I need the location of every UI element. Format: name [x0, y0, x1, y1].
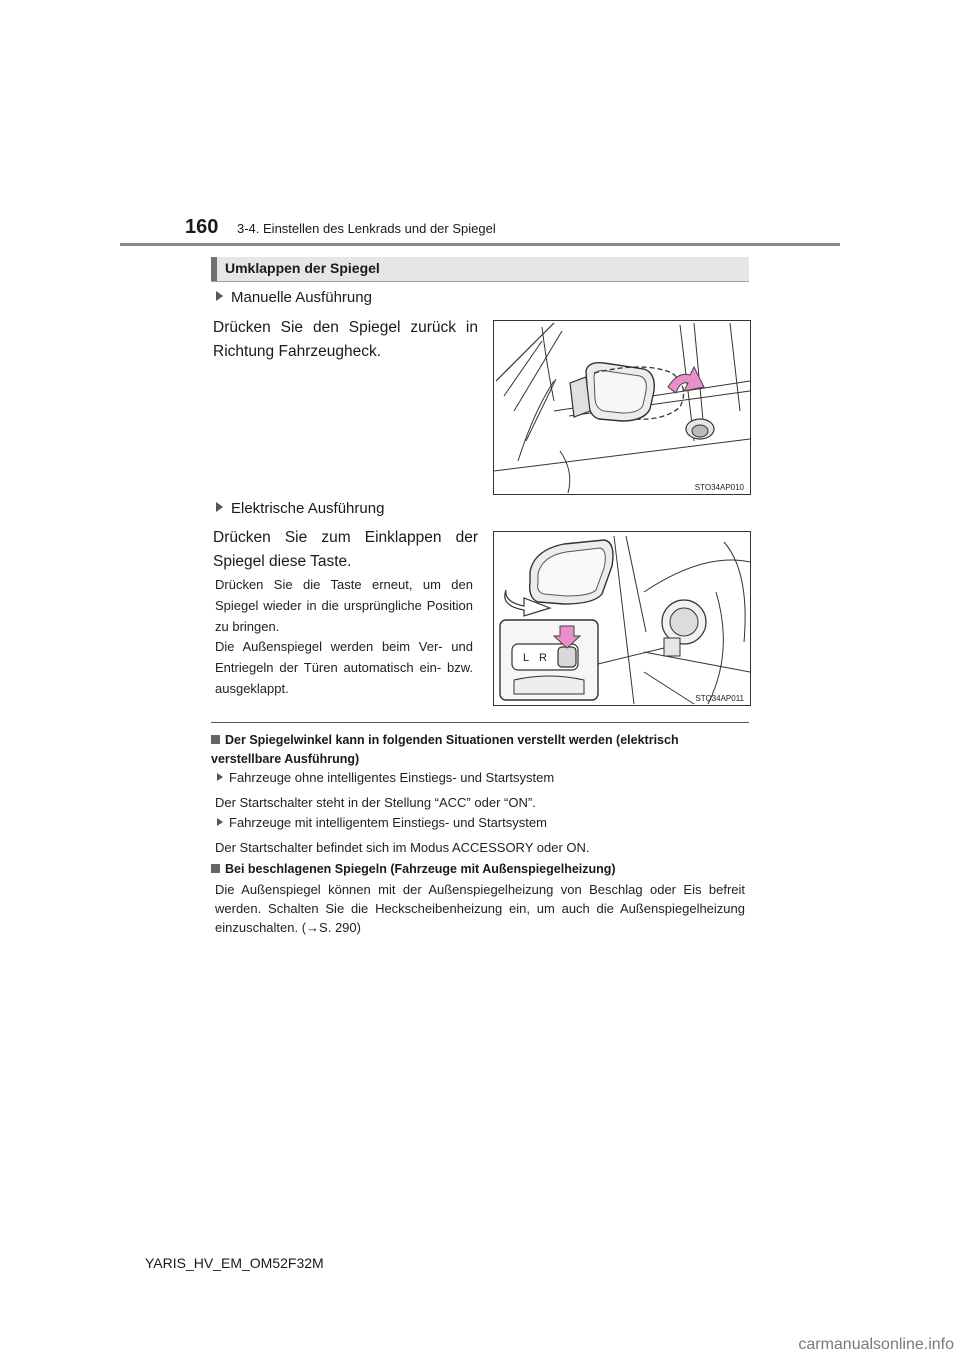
info-heater-text: Die Außenspiegel können mit der Außenspiegelheizung von Beschlag oder Eis befreit werden. Schalten Sie die Heckscheibenheizung ein, um auch die Außenspiegelheizung einzuschalten. (→S. 290) [215, 882, 745, 935]
triangle-bullet-icon [216, 291, 223, 301]
figure-code-electric: STO34AP011 [695, 694, 744, 703]
manual-bullet-label: Manuelle Ausführung [231, 289, 372, 306]
electric-instruction: Drücken Sie zum Einklappen der Spiegel diese Taste. [213, 529, 478, 570]
figure-electric-switch [493, 531, 751, 706]
info-bullet-2-text: Fahrzeuge mit intelligentem Einstiegs- und Startsystem [229, 815, 547, 830]
electric-note-1: Drücken Sie die Taste erneut, um den Spiegel wieder in die ursprüngliche Position zu bringen. [215, 577, 473, 634]
info-heading-mirror-angle [211, 731, 746, 769]
electric-note-2: Die Außenspiegel werden beim Ver- und Entriegeln der Türen automatisch ein- bzw. ausgeklappt. [215, 639, 473, 696]
separator-rule [211, 722, 749, 723]
manual-instruction: Drücken Sie den Spiegel zurück in Richtung Fahrzeugheck. [213, 319, 478, 360]
page-number: 160 [185, 216, 219, 238]
info-item-text: Der Startschalter steht in der Stellung “ACC” oder “ON”. [215, 795, 536, 810]
info-bullet-1-text: Fahrzeuge ohne intelligentes Einstiegs- und Startsystem [229, 770, 555, 785]
info-heading-1-text: Der Spiegelwinkel kann in folgenden Situationen verstellt werden (elektrisch verstellbare Ausführung) [211, 733, 679, 766]
watermark: carmanualsonline.info [798, 1336, 954, 1353]
switch-label-l: L [523, 652, 530, 664]
info-bullet-item [217, 815, 547, 830]
electric-bullet [216, 500, 384, 517]
triangle-bullet-icon [217, 818, 223, 826]
info-item-text: Der Startschalter befindet sich im Modus ACCESSORY oder ON. [215, 840, 590, 855]
info-heading-mirror-heater [211, 860, 746, 879]
info-heading-2-text: Bei beschlagenen Spiegeln (Fahrzeuge mit Außenspiegelheizung) [225, 862, 616, 876]
square-bullet-icon [211, 735, 220, 744]
info-bullet-item [217, 770, 554, 785]
triangle-bullet-icon [217, 773, 223, 781]
section-heading: Umklappen der Spiegel [225, 260, 380, 276]
section-title: 3-4. Einstellen des Lenkrads und der Spiegel [237, 221, 496, 236]
switch-label-r: R [539, 652, 547, 664]
heading-accent [211, 257, 217, 281]
figure-code-manual: STO34AP010 [694, 483, 744, 492]
section-heading-bar [211, 257, 749, 282]
square-bullet-icon [211, 864, 220, 873]
figure-manual-mirror [493, 320, 751, 495]
mirror-manual-illustration [494, 321, 750, 494]
triangle-bullet-icon [216, 502, 223, 512]
header-rule [120, 243, 840, 246]
manual-bullet [216, 289, 372, 306]
electric-bullet-label: Elektrische Ausführung [231, 500, 385, 517]
mirror-switch-illustration [494, 532, 750, 705]
footer-document-code: YARIS_HV_EM_OM52F32M [145, 1255, 324, 1271]
